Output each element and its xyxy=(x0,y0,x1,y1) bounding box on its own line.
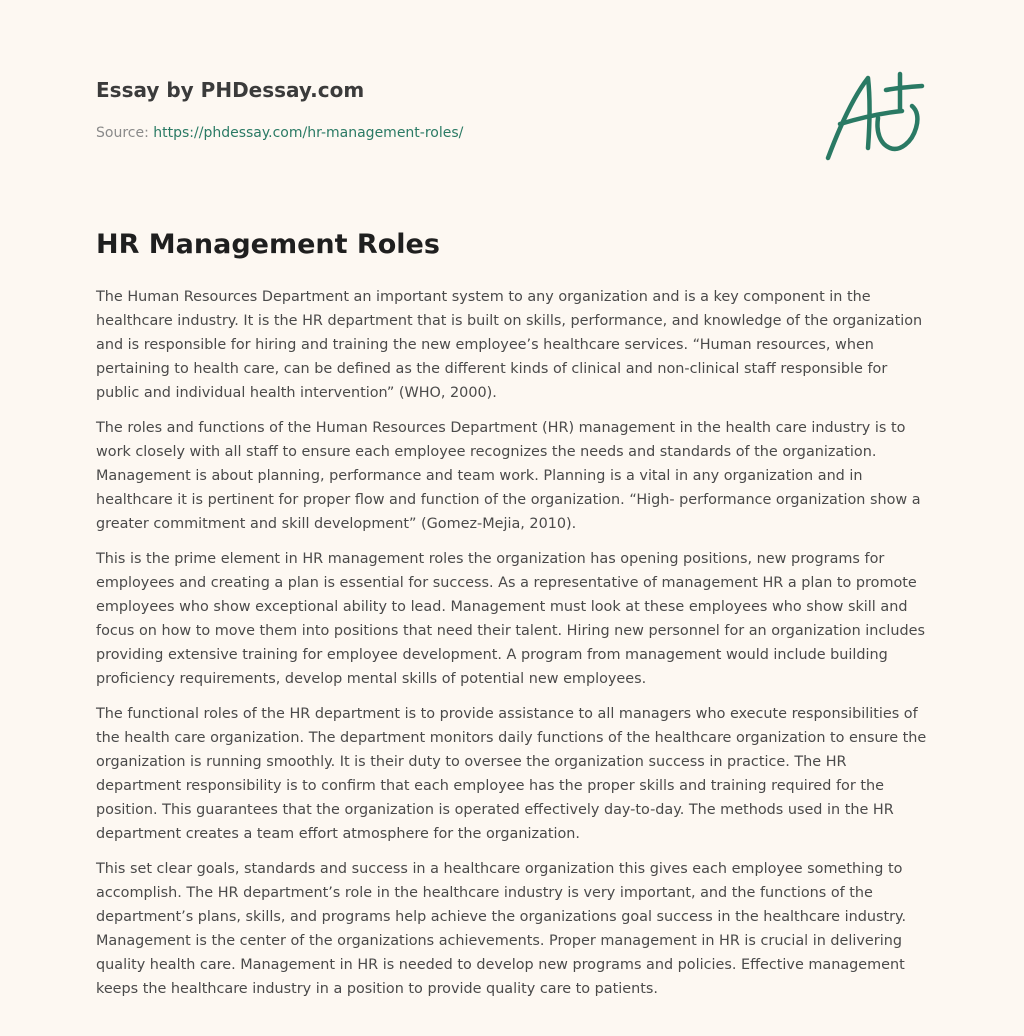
source-label: Source: xyxy=(96,125,149,141)
paragraph: The functional roles of the HR department is to provide assistance to all managers who execute responsibilities of the health care organization. The department monitors daily functions of the healthcare organization to ensure the organization is running smoothly. It is their duty to oversee the organization success in practice. The HR department responsibility is to confirm that each employee has the proper skills and training required for the position. This guarantees that the organization is operated effectively day-to-day. The methods used in the HR department creates a team effort atmosphere for the organization. xyxy=(96,706,927,842)
paragraph: The roles and functions of the Human Resources Department (HR) management in the health care industry is to work closely with all staff to ensure each employee recognizes the needs and standards of the organization. Management is about planning, performance and team work. Planning is a vital in any organization and in healthcare it is pertinent for proper flow and function of the organization. “High- performance organization show a greater commitment and skill development” (Gomez-Mejia, 2010). xyxy=(96,420,921,532)
paragraph: The Human Resources Department an important system to any organization and is a key component in the healthcare industry. It is the HR department that is built on skills, performance, and knowledge of the organization and is responsible for hiring and training the new employee’s healthcare services. “Human resources, when pertaining to health care, can be defined as the different kinds of clinical and non-clinical staff responsible for public and individual health intervention” (WHO, 2000). xyxy=(96,289,923,401)
document-body xyxy=(96,285,932,1012)
a-plus-grade-icon xyxy=(820,66,930,166)
source-link[interactable]: https://phdessay.com/hr-management-roles/ xyxy=(153,125,464,141)
essay-header xyxy=(96,76,796,143)
document-title: HR Management Roles xyxy=(96,229,440,260)
site-title: Essay by PHDessay.com xyxy=(96,78,365,102)
paragraph: This set clear goals, standards and success in a healthcare organization this gives each employee something to accomplish. The HR department’s role in the healthcare industry is very important, and the functions of the department’s plans, skills, and programs help achieve the organizations goal success in the healthcare industry. Management is the center of the organizations achievements. Proper management in HR is crucial in delivering quality health care. Management in HR is needed to develop new programs and policies. Effective management keeps the healthcare industry in a position to provide quality care to patients. xyxy=(96,861,907,997)
source-line xyxy=(96,123,796,143)
paragraph: This is the prime element in HR management roles the organization has opening positions, new programs for employees and creating a plan is essential for success. As a representative of management HR a plan to promote employees who show exceptional ability to lead. Management must look at these employees who show skill and focus on how to move them into positions that need their talent. Hiring new personnel for an organization includes providing extensive training for employee development. A program from management would include building proficiency requirements, develop mental skills of potential new employees. xyxy=(96,551,925,687)
